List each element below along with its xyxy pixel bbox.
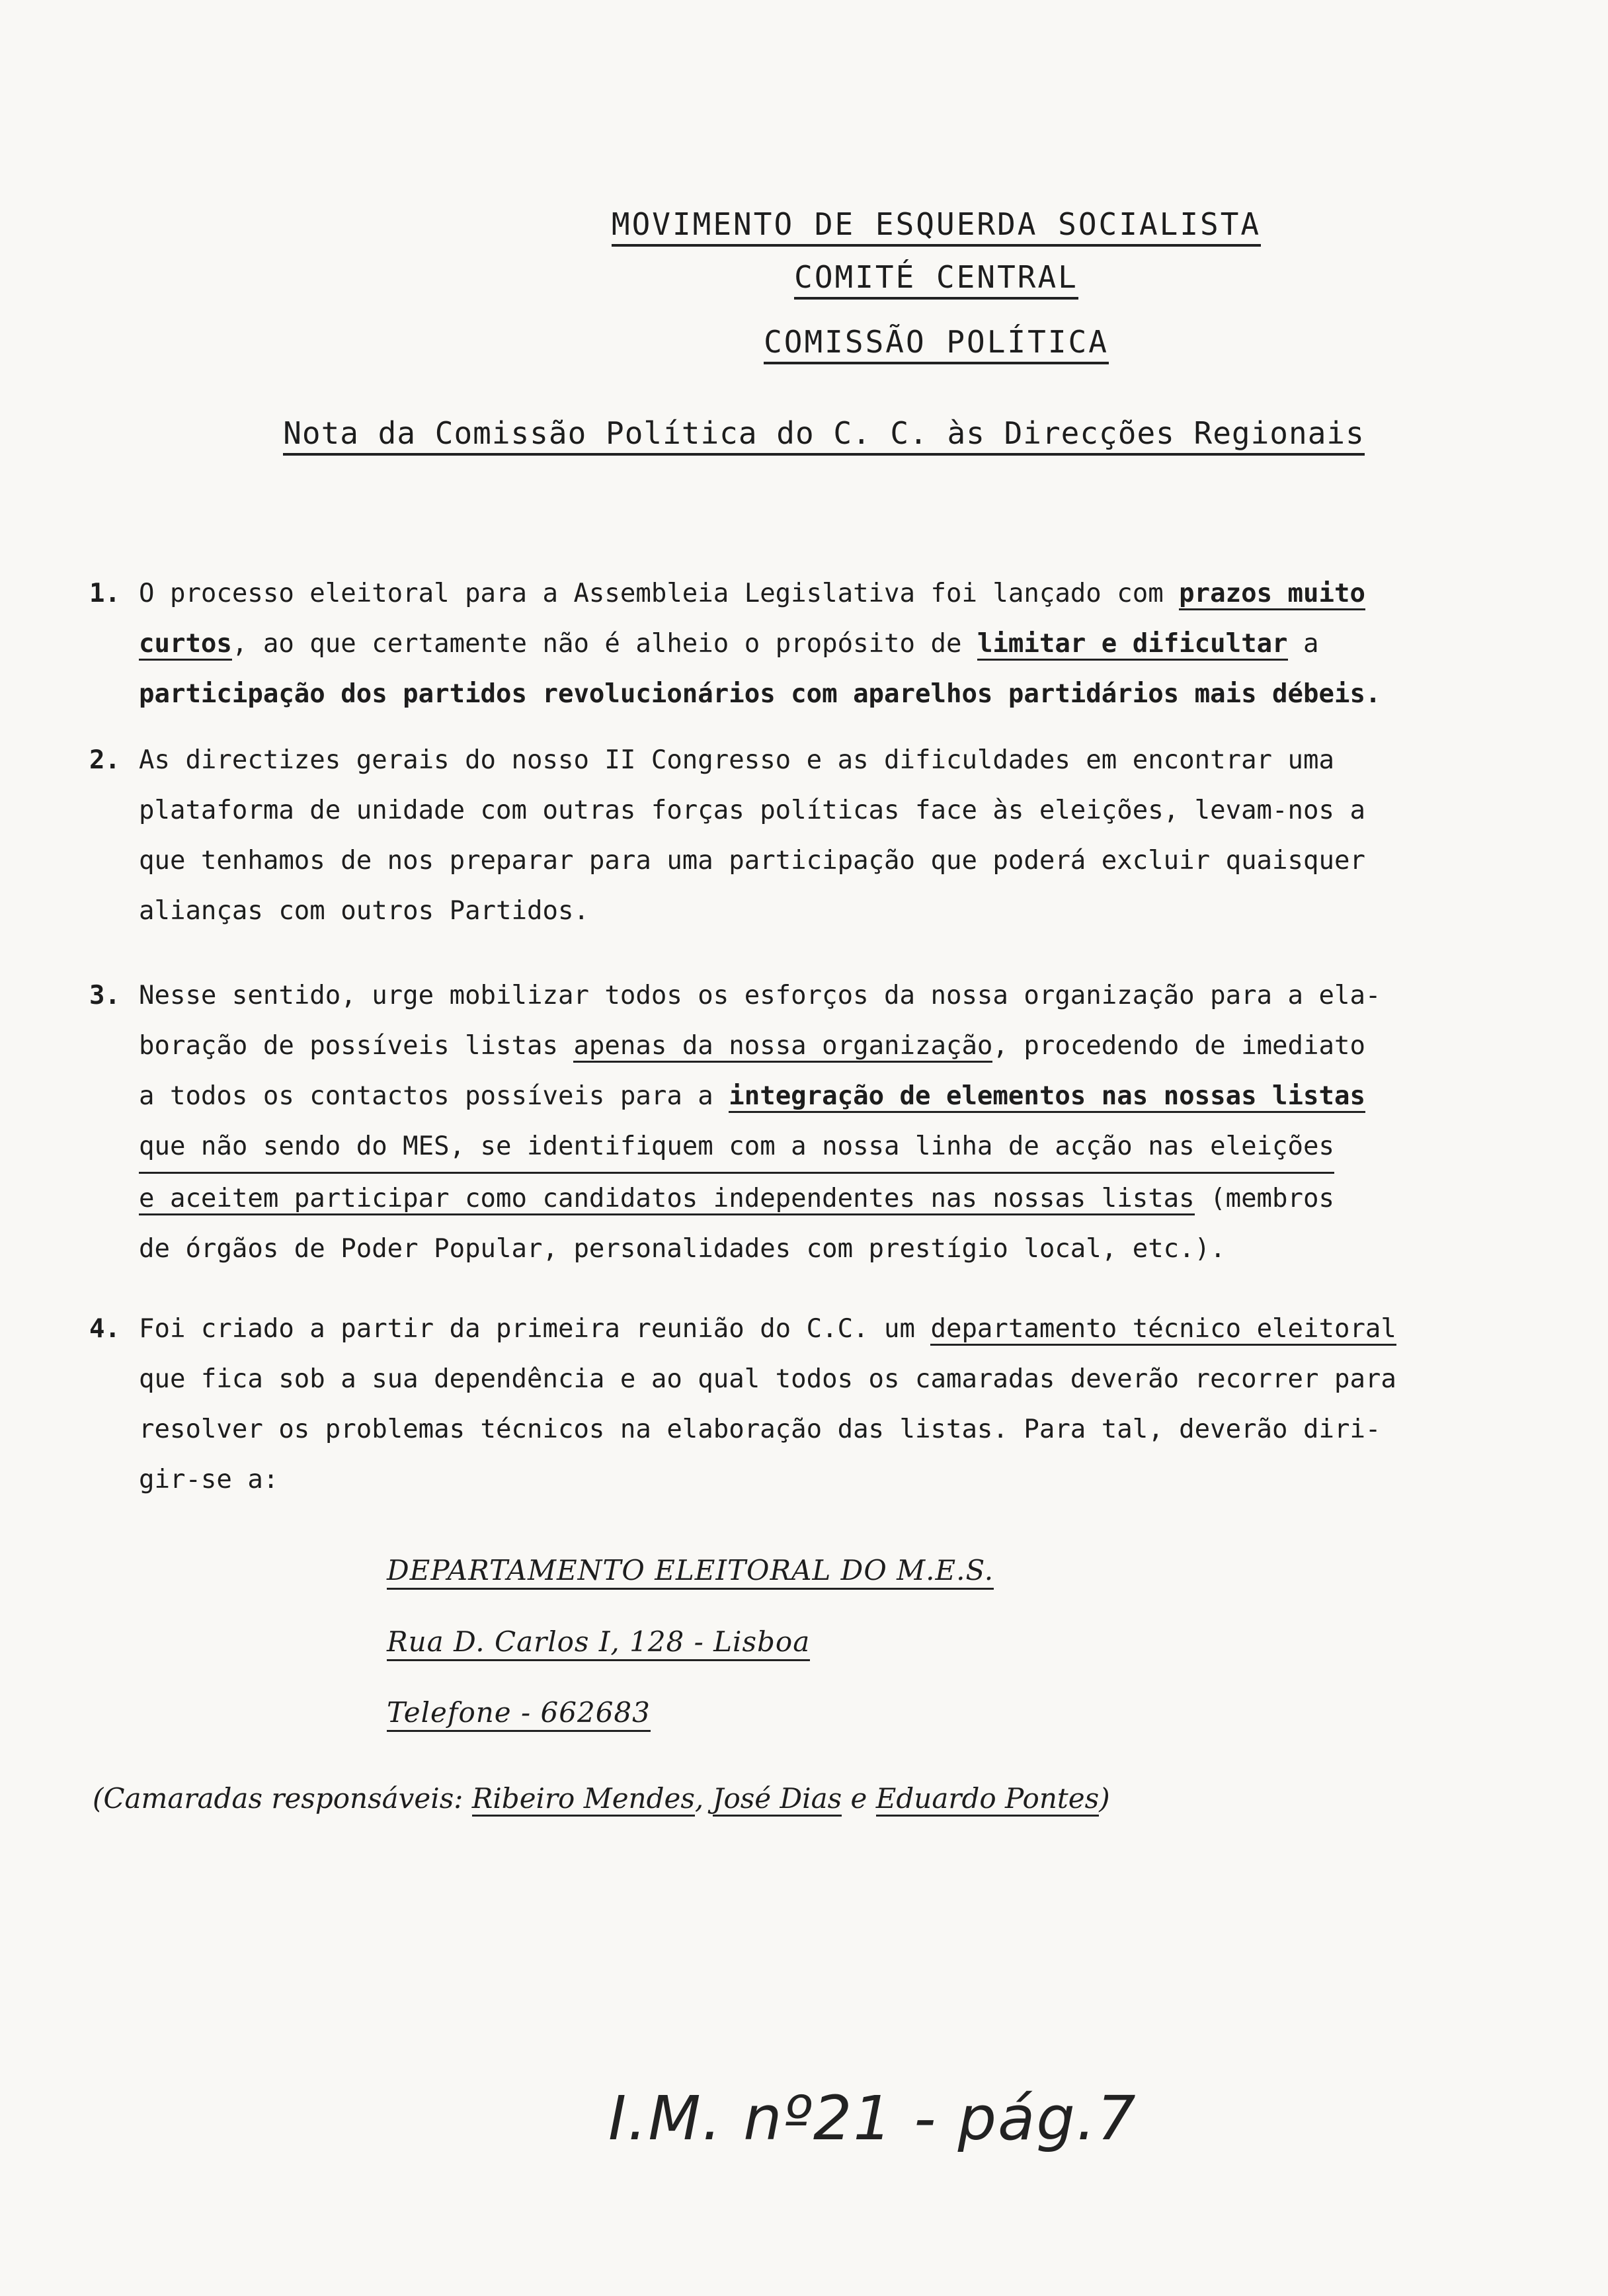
- department-name: DEPARTAMENTO ELEITORAL DO M.E.S.: [387, 1554, 994, 1586]
- item-line: alianças com outros Partidos.: [139, 896, 589, 926]
- item-line: de órgãos de Poder Popular, personalidades com prestígio local, etc.).: [139, 1234, 1226, 1264]
- item-line: Nesse sentido, urge mobilizar todos os esforços da nossa organização para a ela-: [139, 981, 1381, 1010]
- item-line: boração de possíveis listas apenas da nossa organização, procedendo de imediato: [139, 1021, 1491, 1071]
- item-line: gir-se a:: [139, 1465, 279, 1495]
- department-address: Rua D. Carlos I, 128 - Lisboa: [387, 1625, 810, 1658]
- responsible-name: José Dias: [713, 1782, 842, 1817]
- item-line: plataforma de unidade com outras forças políticas face às eleições, levam-nos a: [139, 796, 1365, 825]
- organization-title: MOVIMENTO DE ESQUERDA SOCIALISTA: [0, 206, 1608, 247]
- page-reference: I.M. nº21 - pág.7: [608, 2083, 1137, 2154]
- item-line: a todos os contactos possíveis para a integração de elementos nas nossas listas: [139, 1071, 1491, 1122]
- department-phone: Telefone - 662683: [387, 1696, 651, 1729]
- item-line: Foi criado a partir da primeira reunião do C.C. um departamento técnico eleitoral: [139, 1304, 1491, 1354]
- responsible-name: Ribeiro Mendes: [472, 1782, 695, 1817]
- item-2: [89, 735, 1491, 936]
- item-line: que tenhamos de nos preparar para uma participação que poderá excluir quaisquer: [139, 846, 1365, 876]
- item-line: O processo eleitoral para a Assembleia Legislativa foi lançado com prazos muito: [139, 569, 1491, 619]
- note-title: Nota da Comissão Política do C. C. às Direcções Regionais: [0, 415, 1608, 456]
- item-line: resolver os problemas técnicos na elaboração das listas. Para tal, deverão diri-: [139, 1414, 1381, 1444]
- item-3: [89, 971, 1491, 1274]
- item-1: [89, 569, 1491, 719]
- item-line: As directizes gerais do nosso II Congresso e as dificuldades em encontrar uma: [139, 745, 1334, 775]
- item-number: 1.: [89, 579, 120, 608]
- item-number: 2.: [89, 745, 120, 775]
- item-line: participação dos partidos revolucionários com aparelhos partidários mais débeis.: [139, 679, 1381, 709]
- responsibles-line: (Camaradas responsáveis: Ribeiro Mendes, José Dias e Eduardo Pontes): [93, 1782, 1110, 1815]
- item-number: 3.: [89, 981, 120, 1010]
- item-line: curtos, ao que certamente não é alheio o propósito de limitar e dificultar a: [139, 619, 1491, 669]
- item-number: 4.: [89, 1314, 120, 1344]
- item-line: que não sendo do MES, se identifiquem com a nossa linha de acção nas eleições: [139, 1122, 1334, 1174]
- item-line: e aceitem participar como candidatos independentes nas nossas listas (membros: [139, 1174, 1491, 1224]
- responsible-name: Eduardo Pontes: [876, 1782, 1099, 1817]
- committee-title: COMITÉ CENTRAL: [0, 259, 1608, 300]
- item-4: [89, 1304, 1491, 1505]
- item-line: que fica sob a sua dependência e ao qual todos os camaradas deverão recorrer para: [139, 1364, 1396, 1394]
- commission-title: COMISSÃO POLÍTICA: [0, 324, 1608, 364]
